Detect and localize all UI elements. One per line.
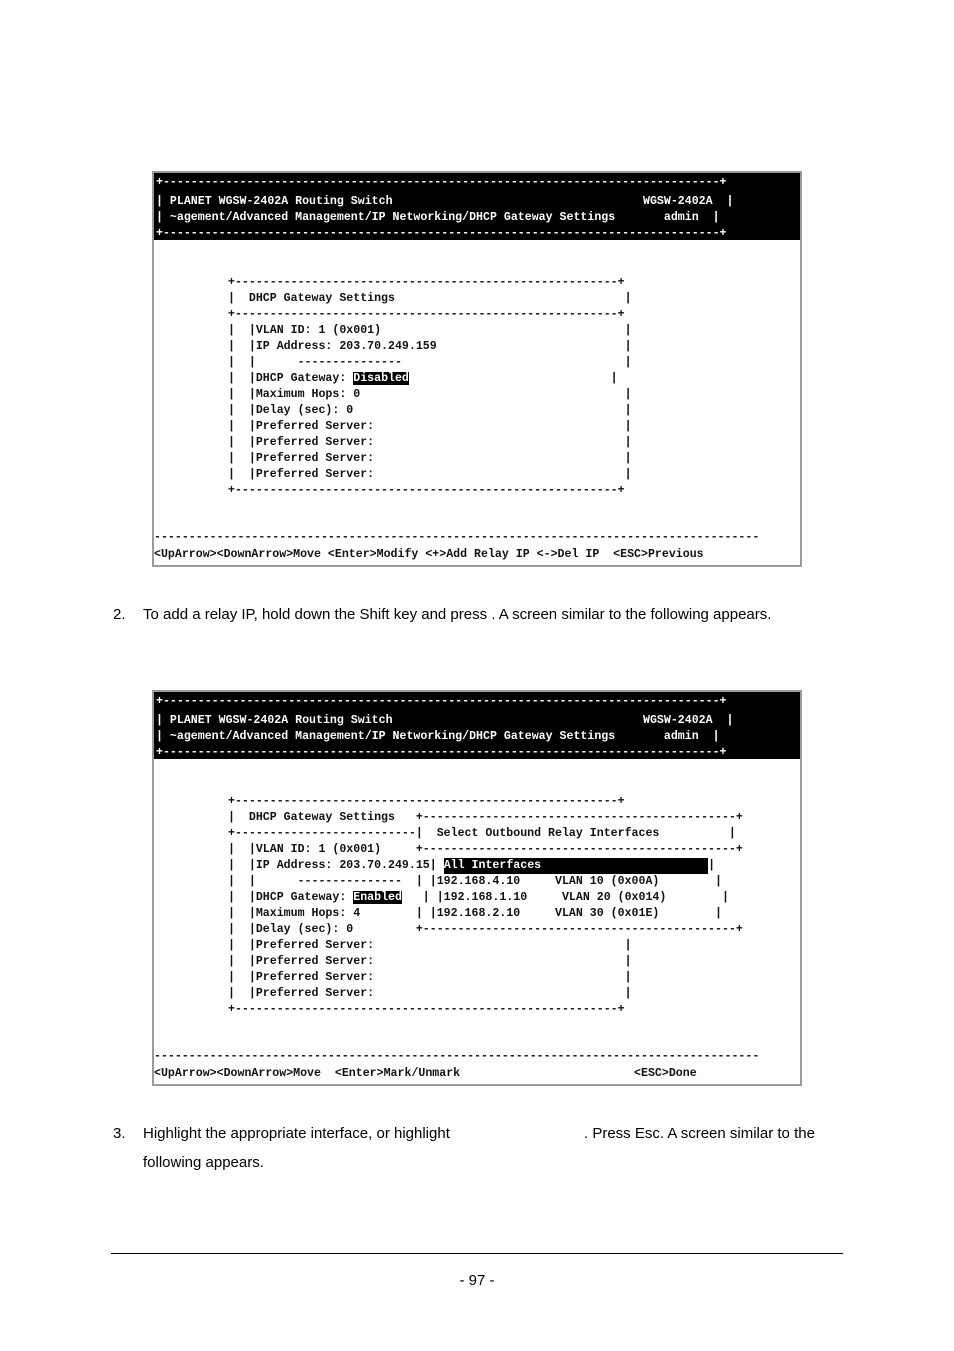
- step-number: 3.: [113, 1125, 126, 1142]
- box-divider: +-------------------------------------------------------+: [228, 308, 625, 321]
- box-title: | DHCP Gateway Settings |: [228, 292, 632, 305]
- page-number: - 97 -: [459, 1272, 495, 1289]
- terminal-screenshot-1: [152, 171, 802, 567]
- dhcp-gateway-row: | |DHCP Gateway: Enabled | |192.168.1.10 VLAN 20 (0x014) |: [228, 891, 729, 904]
- footer-divider: ---------------------------------------------------------------------------------------: [154, 531, 760, 544]
- key-help-bar: <UpArrow><DownArrow>Move <Enter>Modify <+>Add Relay IP <->Del IP <ESC>Previous: [154, 548, 704, 561]
- header-title-row: | PLANET WGSW-2402A Routing Switch WGSW-2402A |: [156, 195, 734, 208]
- box-top: +-------------------------------------------------------+: [228, 276, 625, 289]
- header-path-row: | ~agement/Advanced Management/IP Networking/DHCP Gateway Settings admin |: [156, 730, 720, 743]
- dhcp-gateway-value[interactable]: Enabled: [353, 891, 402, 904]
- preferred-server-row: | |Preferred Server: |: [228, 955, 632, 968]
- terminal-screenshot-2: [152, 690, 802, 1086]
- preferred-server-row: | |Preferred Server: |: [228, 420, 632, 433]
- footer-rule: [111, 1253, 843, 1254]
- header-border: +--------------------------------------------------------------------------------+: [156, 746, 727, 759]
- dhcp-gateway-value[interactable]: Disabled: [353, 372, 409, 385]
- footer-divider: ---------------------------------------------------------------------------------------: [154, 1050, 760, 1063]
- step-text-line-1b: . Press Esc. A screen similar to the: [584, 1125, 815, 1142]
- preferred-server-row: | |Preferred Server: |: [228, 987, 632, 1000]
- header-path-row: | ~agement/Advanced Management/IP Networking/DHCP Gateway Settings admin |: [156, 211, 720, 224]
- max-hops-row: | |Maximum Hops: 0 |: [228, 388, 632, 401]
- relay-popup-title-row: +--------------------------| Select Outbound Relay Interfaces |: [228, 827, 736, 840]
- key-help-bar: <UpArrow><DownArrow>Move <Enter>Mark/Unmark <ESC>Done: [154, 1067, 697, 1080]
- header-border: +--------------------------------------------------------------------------------+: [156, 227, 727, 240]
- preferred-server-row: | |Preferred Server: |: [228, 436, 632, 449]
- interface-row[interactable]: | | --------------- | |192.168.4.10 VLAN 10 (0x00A) |: [228, 875, 722, 888]
- ip-address-row: | |IP Address: 203.70.249.15| All Interfaces |: [228, 859, 716, 872]
- all-interfaces-option[interactable]: All Interfaces: [444, 858, 708, 874]
- header-border: +--------------------------------------------------------------------------------+: [156, 695, 727, 708]
- preferred-server-row: | |Preferred Server: |: [228, 452, 632, 465]
- ip-address-row: | |IP Address: 203.70.249.159 |: [228, 340, 632, 353]
- step-text-line-1a: Highlight the appropriate interface, or highlight: [143, 1125, 450, 1142]
- step-text: To add a relay IP, hold down the Shift key and press . A screen similar to the following appears.: [143, 606, 772, 623]
- terminal-header: [154, 173, 800, 240]
- header-title-row: | PLANET WGSW-2402A Routing Switch WGSW-2402A |: [156, 714, 734, 727]
- box-title-row: | DHCP Gateway Settings +---------------------------------------------+: [228, 811, 743, 824]
- box-bottom: +-------------------------------------------------------+: [228, 1003, 625, 1016]
- vlan-id-row: | |VLAN ID: 1 (0x001) +---------------------------------------------+: [228, 843, 743, 856]
- separator-row: | | --------------- |: [228, 356, 632, 369]
- box-bottom: +-------------------------------------------------------+: [228, 484, 625, 497]
- preferred-server-row: | |Preferred Server: |: [228, 468, 632, 481]
- preferred-server-row: | |Preferred Server: |: [228, 971, 632, 984]
- delay-row: | |Delay (sec): 0 |: [228, 404, 632, 417]
- dhcp-gateway-row: | |DHCP Gateway: Disabled |: [228, 372, 618, 385]
- step-text-line-2: following appears.: [143, 1154, 264, 1171]
- interface-row[interactable]: | |Maximum Hops: 4 | |192.168.2.10 VLAN 30 (0x01E) |: [228, 907, 722, 920]
- header-border: +--------------------------------------------------------------------------------+: [156, 176, 727, 189]
- terminal-header: [154, 692, 800, 759]
- preferred-server-row: | |Preferred Server: |: [228, 939, 632, 952]
- interface-row[interactable]: | |192.168.1.10 VLAN 20 (0x014) |: [401, 891, 729, 904]
- box-top: +-------------------------------------------------------+: [228, 795, 625, 808]
- step-number: 2.: [113, 606, 126, 623]
- delay-row: | |Delay (sec): 0 +---------------------------------------------+: [228, 923, 743, 936]
- vlan-id-row: | |VLAN ID: 1 (0x001) |: [228, 324, 632, 337]
